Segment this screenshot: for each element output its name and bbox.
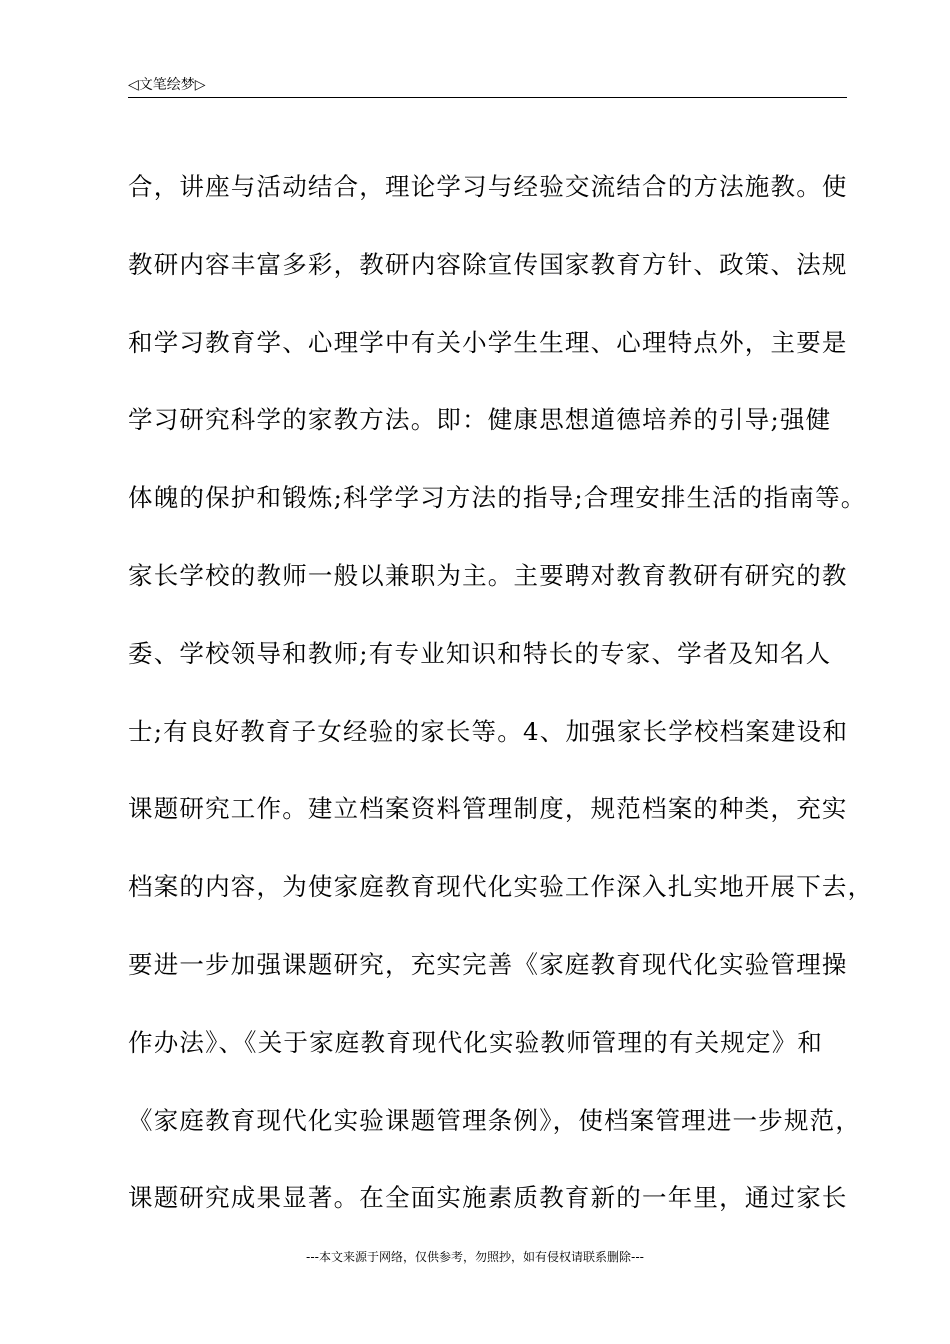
header-title: ◁文笔绘梦▷: [128, 77, 206, 93]
body-line: 档案的内容，为使家庭教育现代化实验工作深入扎实地开展下去，: [128, 872, 874, 902]
page-footer: ---本文来源于网络，仅供参考，勿照抄，如有侵权请联系删除---: [306, 1250, 644, 1264]
body-line: 体魄的保护和锻炼;科学学习方法的指导;合理安排生活的指南等。: [128, 483, 867, 513]
body-line: 和学习教育学、心理学中有关小学生生理、心理特点外，主要是: [128, 327, 848, 357]
body-line: 士;有良好教育子女经验的家长等。4、加强家长学校档案建设和: [128, 716, 849, 746]
page-header: [128, 75, 847, 98]
body-line: 课题研究成果显著。在全面实施素质教育新的一年里，通过家长: [128, 1183, 848, 1213]
body-line: 委、学校领导和教师;有专业知识和特长的专家、学者及知名人: [128, 638, 832, 668]
body-line: 《家庭教育现代化实验课题管理条例》，使档案管理进一步规范，: [128, 1105, 862, 1135]
body-line: 要进一步加强课题研究，充实完善《家庭教育现代化实验管理操: [128, 949, 848, 979]
body-line: 家长学校的教师一般以兼职为主。主要聘对教育教研有研究的教: [128, 560, 848, 590]
body-line: 学习研究科学的家教方法。即：健康思想道德培养的引导;强健: [128, 405, 832, 435]
body-line: 教研内容丰富多彩，教研内容除宣传国家教育方针、政策、法规: [128, 249, 848, 279]
body-line: 合，讲座与活动结合，理论学习与经验交流结合的方法施教。使: [128, 172, 848, 201]
body-line: 课题研究工作。建立档案资料管理制度，规范档案的种类，充实: [128, 794, 848, 824]
body-line: 作办法》、《关于家庭教育现代化实验教师管理的有关规定》和: [128, 1027, 824, 1057]
document-body: [128, 172, 874, 1262]
